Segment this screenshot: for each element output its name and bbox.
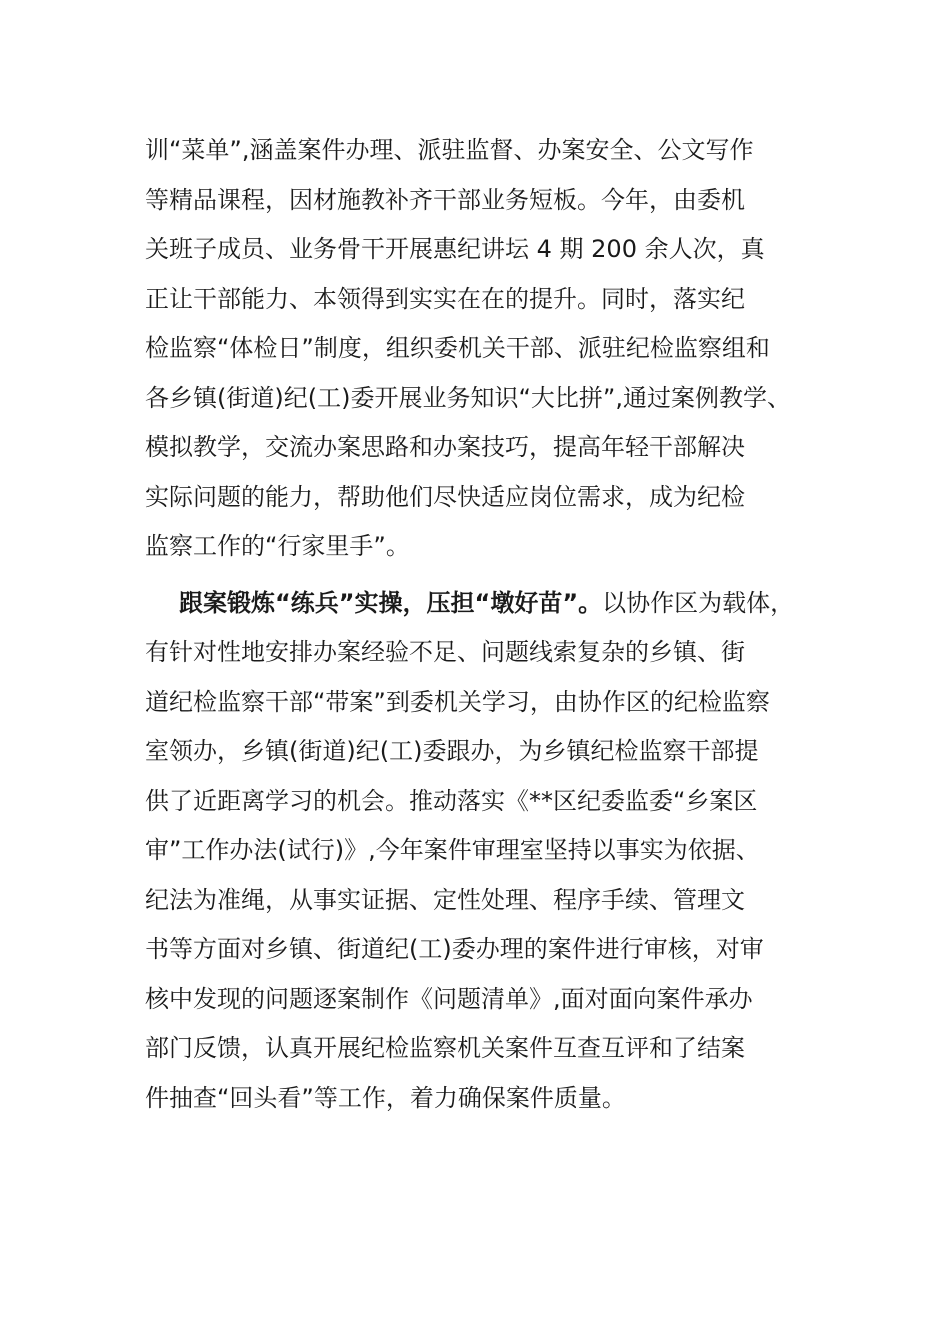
paragraph-line: 实际问题的能力，帮助他们尽快适应岗位需求，成为纪检 bbox=[145, 482, 745, 511]
paragraph-line: 书等方面对乡镇、街道纪(工)委办理的案件进行审核，对审 bbox=[145, 935, 764, 963]
document-body bbox=[145, 126, 825, 1123]
paragraph-line: 审”工作办法(试行)》,今年案件审理室坚持以事实为依据、 bbox=[145, 836, 760, 864]
paragraph-line: 核中发现的问题逐案制作《问题清单》,面对面向案件承办 bbox=[145, 984, 753, 1013]
paragraph-line: 等精品课程，因材施教补齐干部业务短板。今年，由委机 bbox=[145, 185, 745, 214]
paragraph-line: 室领办，乡镇(街道)纪(工)委跟办，为乡镇纪检监察干部提 bbox=[145, 737, 759, 765]
paragraph-line: 部门反馈，认真开展纪检监察机关案件互查互评和了结案 bbox=[145, 1034, 745, 1062]
section-heading: 跟案锻炼“练兵”实操，压担“墩好苗”。 bbox=[179, 588, 603, 617]
paragraph-case-training bbox=[145, 579, 825, 1124]
paragraph-line: 正让干部能力、本领得到实实在在的提升。同时，落实纪 bbox=[145, 284, 745, 313]
paragraph-spacer bbox=[145, 572, 825, 579]
paragraph-line: 纪法为准绳，从事实证据、定性处理、程序手续、管理文 bbox=[145, 885, 745, 914]
paragraph-line: 有针对性地安排办案经验不足、问题线索复杂的乡镇、街 bbox=[145, 638, 745, 666]
paragraph-line: 监察工作的“行家里手”。 bbox=[145, 532, 410, 560]
paragraph-line: 模拟教学，交流办案思路和办案技巧，提高年轻干部解决 bbox=[145, 433, 745, 461]
paragraph-line: 道纪检监察干部“带案”到委机关学习，由协作区的纪检监察 bbox=[145, 687, 770, 716]
paragraph-line: 供了近距离学习的机会。推动落实《**区纪委监委“乡案区 bbox=[145, 786, 758, 815]
paragraph-line: 件抽查“回头看”等工作，着力确保案件质量。 bbox=[145, 1083, 626, 1112]
paragraph-line: 检监察“体检日”制度，组织委机关干部、派驻纪检监察组和 bbox=[145, 334, 770, 362]
paragraph-training-menu bbox=[145, 126, 825, 572]
paragraph-first-line bbox=[145, 579, 825, 629]
paragraph-line: 关班子成员、业务骨干开展惠纪讲坛 4 期 200 余人次，真 bbox=[145, 235, 765, 263]
paragraph-line: 各乡镇(街道)纪(工)委开展业务知识“大比拼”,通过案例教学、 bbox=[145, 383, 791, 412]
heading-line-text: 以协作区为载体， bbox=[602, 588, 795, 617]
paragraph-line: 训“菜单”,涵盖案件办理、派驻监督、办案安全、公文写作 bbox=[145, 136, 754, 164]
